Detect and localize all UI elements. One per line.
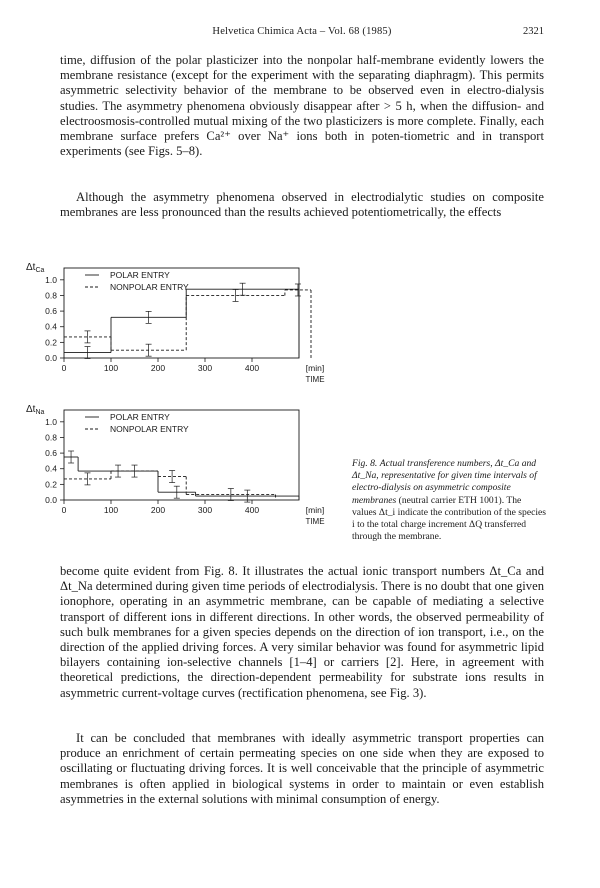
- x-tick-label: 300: [197, 505, 213, 515]
- paragraph-3: become quite evident from Fig. 8. It illustrates the actual ionic transport numbers Δt_Ca and Δt_Na determined during given time periods of electrodialysis. There is no doubt that one given ionophore, operating in an asymmetric membrane, can be capable of mediating a selective transport of different ions in different directions. In other words, the observed permeability of such bulk membranes for a given species depends on the direction of ion transport, i.e., on the direction of the applied driving forces. A very similar behavior was found for asymmetric lipid bilayers containing ion-selective channels [1–4] or carriers [2]. Here, in agreement with theoretical predictions, the direction-dependent permeability for substrate ions results in asymmetric current-voltage curves (rectification phenomena, see Fig. 3).: [60, 564, 544, 700]
- y-tick-label: 0.8: [45, 290, 57, 301]
- y-tick-label: 0.0: [45, 353, 57, 363]
- paragraph-2: Although the asymmetry phenomena observed in electrodialytic studies on composite membranes are less pronounced than the results achieved potentiometrically, the effects: [60, 190, 544, 220]
- chart-top-panel: [26, 262, 325, 384]
- y-tick-label: 0.0: [45, 495, 57, 505]
- x-tick-label: 200: [150, 505, 166, 515]
- legend-entry: NONPOLAR ENTRY: [110, 424, 189, 434]
- y-tick-label: 0.6: [45, 306, 57, 317]
- y-tick-label: 0.4: [45, 321, 57, 332]
- x-tick-label: 300: [197, 363, 213, 373]
- y-tick-label: 0.4: [45, 463, 57, 474]
- x-tick-label: 100: [103, 363, 119, 373]
- y-tick-label: 0.2: [45, 337, 57, 348]
- y-tick-label: 0.8: [45, 432, 57, 443]
- caption-label: Fig. 8.: [352, 458, 378, 469]
- x-unit-label: [min]: [305, 363, 325, 373]
- x-unit-label: [min]: [305, 505, 325, 515]
- x-tick-label: 400: [244, 505, 260, 515]
- caption-italic-text: Actual transference numbers, Δt_Ca and Δt_Na, representative for given time intervals of electro-dialysis on asymmetric composite membranes: [352, 458, 537, 506]
- y-tick-label: 0.2: [45, 479, 57, 490]
- legend-entry: NONPOLAR ENTRY: [110, 282, 189, 292]
- figure-8: [22, 258, 325, 558]
- chart-bottom-panel: [26, 404, 325, 526]
- figure-caption: [352, 458, 548, 543]
- y-axis-label: $\Delta t_{Na}$: [26, 404, 45, 416]
- legend-entry: POLAR ENTRY: [110, 412, 170, 422]
- x-axis-label: TIME: [305, 375, 325, 384]
- paragraph-4: It can be concluded that membranes with ideally asymmetric transport properties can produce an enrichment of certain permeating species on one side when they are exposed to oscillating or fluctuating driving forces. It is well conceivable that the principle of asymmetric membranes is often applied in biological systems in order to maintain or even establish asymmetries in the external solutions with minimal consumption of energy.: [60, 731, 544, 806]
- x-tick-label: 100: [103, 505, 119, 515]
- journal-title: Helvetica Chimica Acta – Vol. 68 (1985): [212, 26, 392, 37]
- legend-entry: POLAR ENTRY: [110, 270, 170, 280]
- x-tick-label: 0: [61, 505, 67, 515]
- x-tick-label: 200: [150, 363, 166, 373]
- paragraph-1: time, diffusion of the polar plasticizer into the nonpolar half-membrane evidently lowers the membrane resistance (except for the experiment with the separating diaphragm). This permits asymmetric selectivity behavior of the membrane to be observed even in electro-dialysis studies. The asymmetry phenomena obviously disappear after > 5 h, when the diffusion- and electroosmosis-controlled mutual mixing of the two plasticizers is more complete. Finally, each membrane surface prefers Ca²⁺ over Na⁺ ions both in poten-tiometric and in transport experiments (see Figs. 5–8).: [60, 53, 544, 159]
- y-axis-label: $\Delta t_{Ca}$: [26, 262, 45, 274]
- x-tick-label: 400: [244, 363, 260, 373]
- y-tick-label: 0.6: [45, 448, 57, 459]
- x-axis-label: TIME: [305, 517, 325, 526]
- x-tick-label: 0: [61, 363, 67, 373]
- y-tick-label: 1.0: [45, 416, 57, 427]
- page-number: 2321: [523, 26, 544, 37]
- y-tick-label: 1.0: [45, 274, 57, 285]
- caption-plain-text: (neutral carrier ETH 1001). The values Δt_i indicate the contribution of the species i to the total charge increment ΔQ transferred through the membrane.: [352, 494, 546, 543]
